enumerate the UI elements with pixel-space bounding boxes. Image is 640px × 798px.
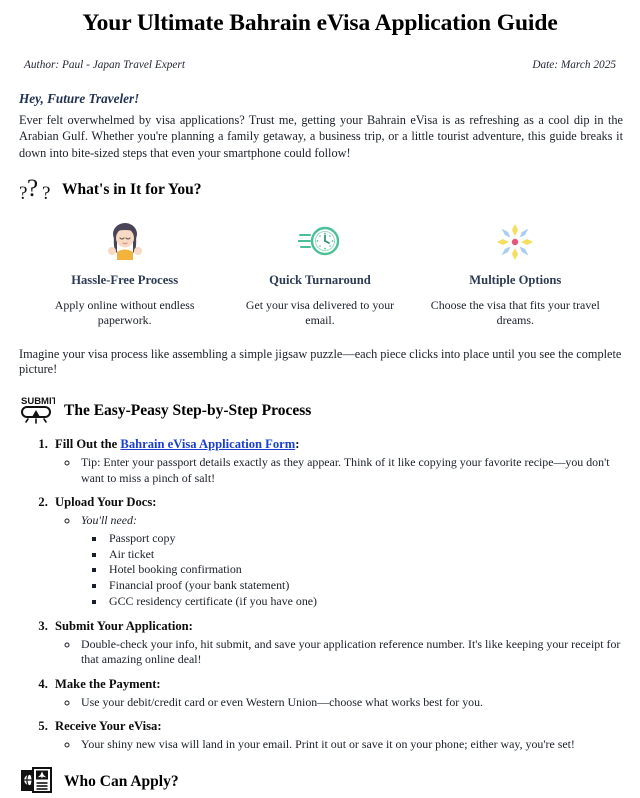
benefit-description: Get your visa delivered to your email. [245, 297, 395, 328]
list-item: ▪ GCC residency certificate (if you have one) [106, 594, 623, 610]
list-item: ▪ Hotel booking confirmation [106, 562, 623, 578]
step-title-suffix: : [295, 437, 300, 452]
stopwatch-clock-icon [230, 219, 409, 265]
benefit-description: Apply online without endless paperwork. [54, 297, 195, 328]
evisa-application-form-link[interactable]: Bahrain eVisa Application Form [120, 437, 296, 452]
step-item-5 [51, 719, 623, 752]
greeting-heading: Hey, Future Traveler! [19, 91, 140, 107]
benefits-section-heading [17, 177, 623, 203]
passport-globe-icon [19, 766, 55, 798]
benefits-heading-text: What's in It for You? [62, 181, 202, 199]
benefit-card-quick-turnaround [222, 219, 417, 328]
step-item-1 [51, 437, 623, 486]
benefit-card-hassle-free [27, 219, 222, 328]
eligibility-section-heading [17, 766, 623, 798]
question-marks-icon [19, 177, 53, 203]
step-bullets [55, 637, 623, 668]
step-title: Upload Your Docs: [55, 495, 157, 510]
step-bullets [55, 737, 623, 752]
benefit-title: Hassle-Free Process [71, 272, 179, 287]
benefit-card-multiple-options [418, 219, 613, 328]
svg-text:?: ? [42, 182, 51, 203]
date-label: Date: March 2025 [532, 59, 616, 72]
list-item: ◦ Use your debit/credit card or even Western Union—choose what works best for you. [79, 695, 623, 710]
step-bullets [55, 695, 623, 710]
list-item: ◦ Tip: Enter your passport details exactly as they appear. Think of it like copying your favorite recipe—you don't want to miss a pinch of salt! [79, 455, 623, 486]
benefit-title: Quick Turnaround [269, 272, 371, 287]
step-bullets [55, 455, 623, 486]
byline [17, 59, 623, 71]
list-item [79, 513, 623, 610]
flower-burst-icon [426, 219, 605, 265]
svg-text:?: ? [19, 182, 28, 203]
author-label: Author: Paul - Japan Travel Expert [24, 59, 185, 72]
benefit-title: Multiple Options [469, 272, 562, 287]
intro-paragraph: Ever felt overwhelmed by visa applications? Trust me, getting your Bahrain eVisa is as refreshing as a cool dip in the Arabian Gulf. Whether you're planning a family getaway, a business trip, or a little tourist adventure, this guide breaks it down into bite-sized steps that even your smartphone could follow! [19, 113, 623, 160]
svg-text:SUBMIT: SUBMIT [21, 396, 55, 408]
benefit-description: Choose the visa that fits your travel dreams. [430, 297, 600, 328]
list-item: ▪ Passport copy [106, 531, 623, 547]
person-raising-hands-icon [35, 219, 214, 265]
need-label: You'll need: [81, 513, 137, 528]
step-title: Submit Your Application: [55, 618, 193, 633]
page-title: Your Ultimate Bahrain eVisa Application Guide [82, 10, 558, 36]
steps-list [17, 437, 623, 752]
step-item-2 [51, 495, 623, 610]
list-item: ◦ Double-check your info, hit submit, and save your application reference number. It's like keeping your receipt for that amazing online deal! [79, 637, 623, 668]
step-title: Receive Your eVisa: [55, 719, 162, 734]
step-item-4 [51, 677, 623, 710]
eligibility-heading-text: Who Can Apply? [64, 772, 179, 790]
passport-control-submit-icon [19, 393, 55, 427]
list-item: ▪ Financial proof (your bank statement) [106, 578, 623, 594]
step-bullets [55, 513, 623, 610]
documents-list [81, 531, 623, 610]
step-title-prefix: Fill Out the [55, 437, 121, 452]
step-item-3 [51, 619, 623, 668]
list-item: ◦ Your shiny new visa will land in your email. Print it out or save it on your phone; either way, you're set! [79, 737, 623, 752]
svg-text:?: ? [27, 176, 39, 202]
process-section-heading [17, 393, 623, 427]
process-heading-text: The Easy-Peasy Step-by-Step Process [64, 401, 312, 419]
list-item: ▪ Air ticket [106, 547, 623, 563]
step-title: Make the Payment: [55, 676, 161, 691]
jigsaw-paragraph: Imagine your visa process like assembling a simple jigsaw puzzle—each piece clicks into place until you see the complete picture! [19, 347, 622, 377]
document-page [0, 9, 640, 790]
benefits-row [17, 219, 623, 328]
